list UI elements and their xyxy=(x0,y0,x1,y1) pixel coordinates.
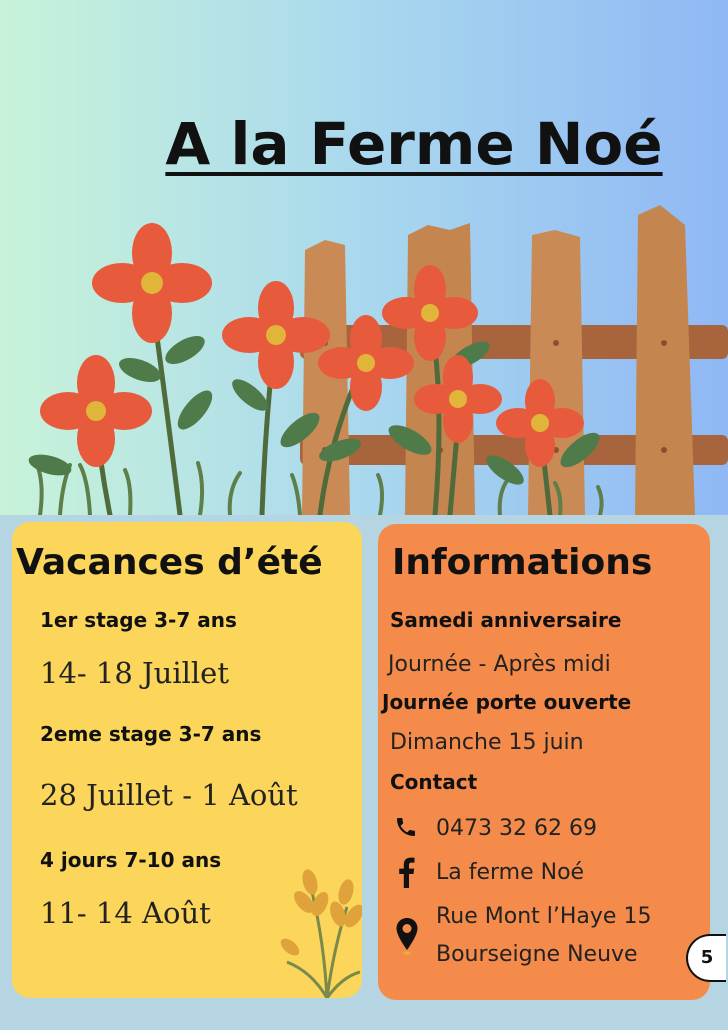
porte-ouverte-value: Dimanche 15 juin xyxy=(390,730,584,755)
page-title: A la Ferme Noé xyxy=(165,110,663,178)
anniversaire-value: Journée - Après midi xyxy=(388,652,611,677)
contact-label: Contact xyxy=(390,770,478,794)
informations-heading: Informations xyxy=(392,542,653,583)
fence-post xyxy=(528,230,585,515)
anniversaire-label: Samedi anniversaire xyxy=(390,608,622,632)
stage-1-dates: 14- 18 Juillet xyxy=(40,656,229,690)
stage-3-label: 4 jours 7-10 ans xyxy=(40,848,222,872)
informations-card xyxy=(378,524,710,1000)
stage-3-dates: 11- 14 Août xyxy=(40,896,211,930)
location-pin-icon xyxy=(394,916,420,956)
address-line-2: Bourseigne Neuve xyxy=(436,942,638,967)
facebook-icon xyxy=(396,856,416,888)
porte-ouverte-label: Journée porte ouverte xyxy=(382,690,632,714)
facebook-name[interactable]: La ferme Noé xyxy=(436,860,585,885)
stage-1-label: 1er stage 3-7 ans xyxy=(40,608,237,632)
vacances-heading: Vacances d’été xyxy=(16,542,323,583)
address-line-1: Rue Mont l’Haye 15 xyxy=(436,904,652,929)
phone-number[interactable]: 0473 32 62 69 xyxy=(436,816,597,841)
flowers-fence-illustration xyxy=(0,195,728,515)
page-number-badge: 5 xyxy=(686,934,726,982)
vacances-card xyxy=(12,522,362,998)
fence-post xyxy=(635,205,695,515)
phone-icon xyxy=(394,814,418,840)
stage-2-dates: 28 Juillet - 1 Août xyxy=(40,778,298,812)
stage-2-label: 2eme stage 3-7 ans xyxy=(40,722,262,746)
wheat-icon xyxy=(272,852,362,998)
